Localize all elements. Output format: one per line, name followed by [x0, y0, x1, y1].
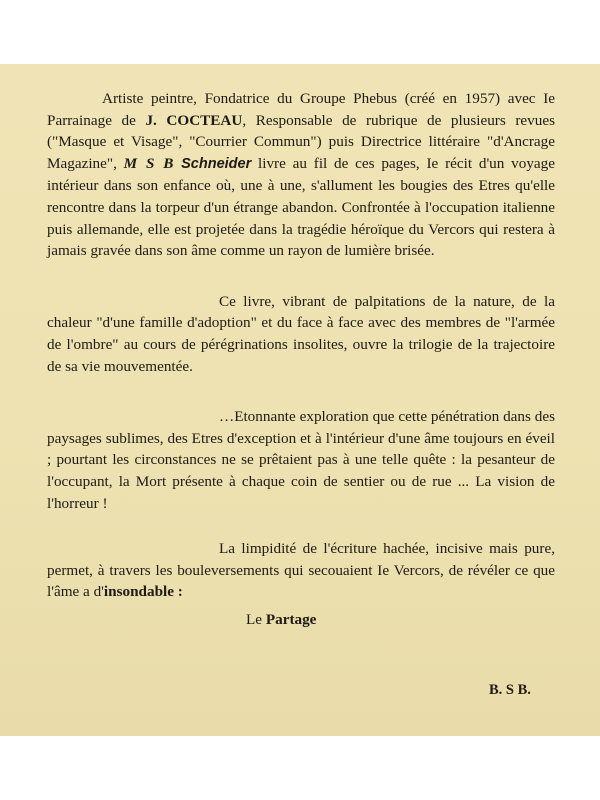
- cocteau-name: J. COCTEAU: [145, 111, 243, 129]
- intro-text-1: Artiste peintre, Fondatrice du Groupe Phebus (créé en 1957) avec Ie Parrainage de: [47, 90, 555, 129]
- partage-line: [47, 609, 555, 631]
- paragraph-exploration: …Etonnante exploration que cette pénétration dans des paysages sublimes, des Etres d'exception et à l'intérieur d'une âme toujours en éveil ; pourtant les circonstances ne se prêtaient pas à une telle quête : la pesanteur de l'occupant, la Mort présente à chaque coin de sentier ou de rue ... La vision de l'horreur !: [47, 408, 555, 512]
- limpidite-text: La limpidité de l'écriture hachée, incisive mais pure, permet, à travers les bouleversements qui secouaient Ie Vercors, de révéler ce que l'âme a d': [47, 540, 555, 601]
- author-surname: Schneider: [181, 155, 252, 172]
- partage-article: Le: [246, 610, 266, 628]
- intro-text-3: livre au fil de ces pages, Ie récit d'un voyage intérieur dans son enfance où, une à une, s'allument les bougies des Etres qu'elle rencontre dans la torpeur d'un étrange abandon. Confrontée à l'occupation italienne puis allemande, elle est projetée dans la tragédie héroïque du Vercors qui restera à jamais gravée dans son âme comme un rayon de lumière brisée.: [47, 154, 556, 260]
- paragraph-livre: Ce livre, vibrant de palpitations de la nature, de la chaleur "d'une famille d'adoption" et du face à face avec des membres de "l'armée de l'ombre" au cours de pérégrinations insolites, ouvre la trilogie de la trajectoire de sa vie mouvementée.: [47, 292, 555, 375]
- paragraph-limpidite: [47, 538, 555, 603]
- insondable-word: insondable :: [103, 583, 183, 601]
- signature-initials: B. S B.: [489, 682, 531, 698]
- author-initials: M S B: [123, 154, 175, 172]
- paragraph-intro: [47, 88, 555, 262]
- intro-text-2: , Responsable de rubrique de plusieurs revues ("Masque et Visage", "Courrier Commun") puis Directrice littéraire "d'Ancrage Magazine",: [47, 111, 555, 172]
- back-cover-text: [47, 88, 555, 630]
- partage-word: Partage: [265, 610, 317, 628]
